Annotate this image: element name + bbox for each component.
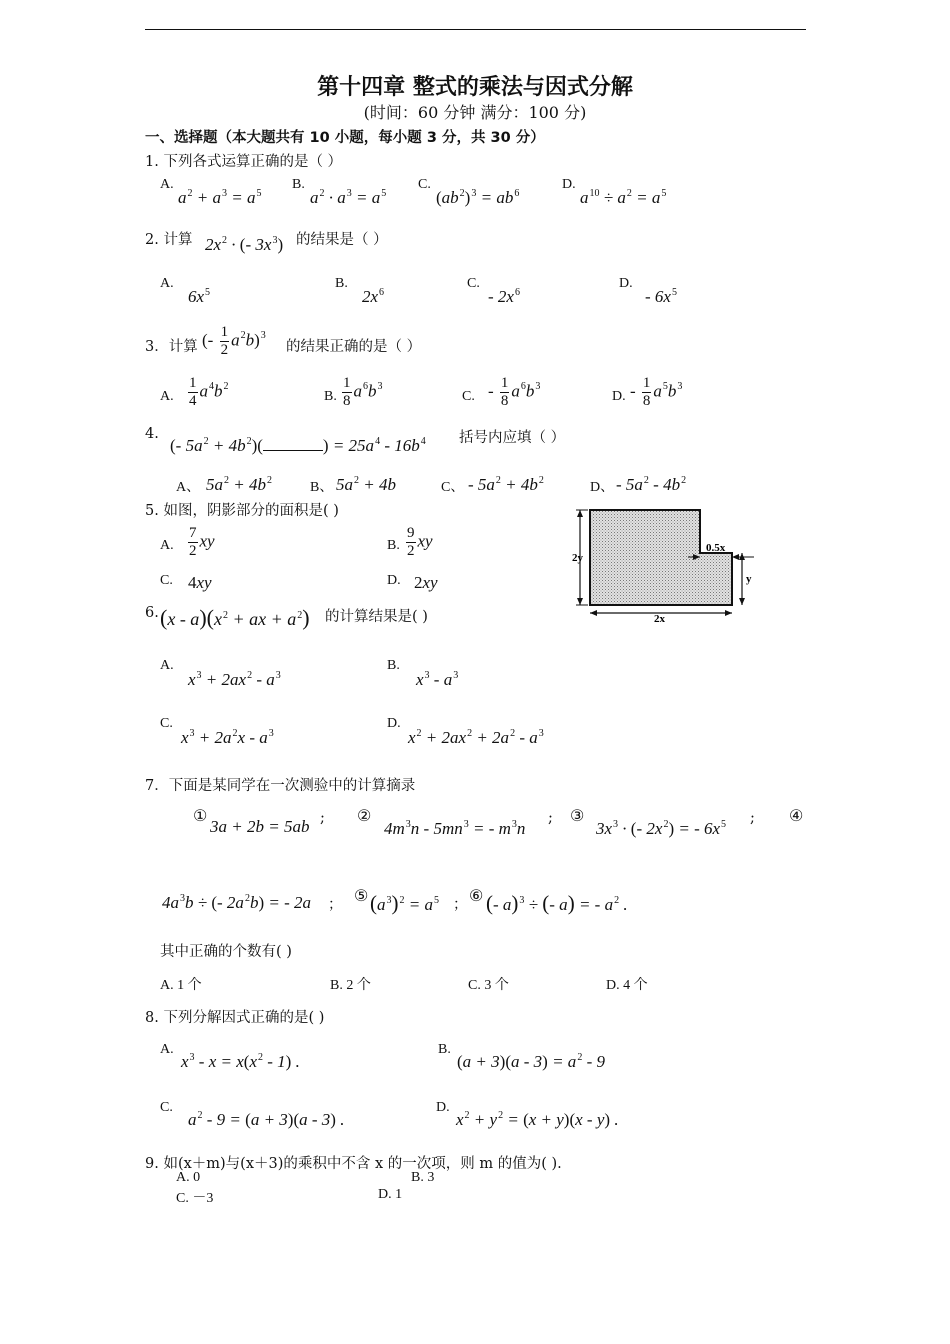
- q4-label-c: C、: [441, 480, 465, 495]
- q8-option-d: $x^2 + y^2 = (x + y)(x - y)$ .: [456, 1110, 619, 1129]
- q7-sep-3: ;: [750, 810, 755, 826]
- q7-circle-4: ④: [789, 806, 804, 825]
- q7-expr-6: (- a)$^3$ ÷ (- a) = - $a^2$ .: [486, 891, 628, 915]
- q2-expression: $2x^2$ · (- $3x^3$): [205, 235, 284, 254]
- q5-option-b: $\frac{9}{2}$ xy: [407, 525, 433, 559]
- q7-circle-5: ⑤: [354, 886, 369, 905]
- q2-stem-prefix: 2. 计算: [145, 232, 193, 248]
- q7-circle-6: ⑥: [469, 886, 484, 905]
- header-rule: [145, 29, 806, 30]
- q1-label-d: D.: [562, 177, 576, 192]
- q5-figure: [572, 505, 772, 623]
- q6-number: 6.: [145, 605, 159, 621]
- q9-stem: 9. 如(x＋m)与(x＋3)的乘积中不含 x 的一次项，则 m 的值为( ).: [145, 1156, 562, 1172]
- q5-label-a: A.: [160, 538, 174, 553]
- q4-option-a: $5a^2 + 4b^2$: [206, 475, 272, 494]
- q6-label-c: C.: [160, 716, 173, 731]
- q7-option-a: A. 1 个: [160, 978, 202, 993]
- q7-expr-5: $(a^3)^2 = a^5$: [370, 891, 439, 915]
- q7-sep-4: ；: [328, 897, 343, 913]
- q1-option-d: $a^{10} \div a^2 = a^5$: [580, 188, 667, 207]
- q7-circle-2: ②: [357, 806, 372, 825]
- q4-expression: (- $5a^2 + 4b^2$)( ) = $25a^4 - 16b^4$: [170, 436, 426, 455]
- page-subtitle: (时间：60 分钟 满分：100 分): [363, 103, 587, 122]
- q1-option-c: $(ab^2)^3 = ab^6$: [436, 188, 520, 207]
- q5-stem: 5. 如图，阴影部分的面积是( ): [145, 503, 339, 519]
- q2-option-c: - $2x^6$: [488, 287, 520, 306]
- q3-expression: (- $\frac{1}{2}$ $a^2b)^3$: [202, 324, 266, 358]
- q5-label-b: B.: [387, 538, 400, 553]
- q7-option-b: B. 2 个: [330, 978, 371, 993]
- q1-label-b: B.: [292, 177, 305, 192]
- q5-option-d: 2xy: [414, 573, 438, 592]
- figure-label-left: 2y: [572, 552, 583, 564]
- q8-stem: 8. 下列分解因式正确的是( ): [145, 1010, 325, 1026]
- q3-stem-prefix: 3．计算: [145, 339, 198, 355]
- q6-label-a: A.: [160, 658, 174, 673]
- q3-label-a: A.: [160, 389, 174, 404]
- q2-option-b: $2x^6$: [362, 287, 385, 306]
- q4-option-c: - $5a^2 + 4b^2$: [468, 475, 544, 494]
- q7-expr-4: $4a^3b$ ÷ (- $2a^2b$) = - 2a: [162, 893, 311, 912]
- q8-option-c: $a^2 - 9 = (a + 3)(a - 3)$ .: [188, 1110, 345, 1129]
- q7-expr-1: 3a + 2b = 5ab: [210, 817, 310, 836]
- q1-option-b: $a^2 \cdot a^3 = a^5$: [310, 188, 387, 207]
- q1-label-c: C.: [418, 177, 431, 192]
- q9-option-d: D. 1: [378, 1187, 403, 1202]
- q6-option-b: $x^3 - a^3$: [416, 670, 459, 689]
- page-title: 第十四章 整式的乘法与因式分解: [317, 75, 633, 100]
- shaded-region: [590, 510, 732, 605]
- q8-label-c: C.: [160, 1100, 173, 1115]
- q4-label-b: B、: [310, 480, 334, 495]
- q3-option-a: $\frac{1}{4}$ $a^4b^2$: [189, 375, 229, 409]
- q8-option-a: $x^3 - x = x(x^2 - 1)$ .: [181, 1052, 300, 1071]
- q3-option-d: - $\frac{1}{8}$ $a^5b^3$: [630, 375, 683, 409]
- q8-label-a: A.: [160, 1042, 174, 1057]
- figure-label-right: y: [746, 573, 752, 585]
- q7-stem: 7．下面是某同学在一次测验中的计算摘录: [145, 778, 416, 794]
- q7-expr-3: $3x^3$ · (- $2x^2$) = - $6x^5$: [596, 819, 727, 838]
- q7-sep-5: ；: [453, 897, 468, 913]
- q7-circle-1: ①: [193, 806, 208, 825]
- figure-label-notch: 0.5x: [706, 542, 726, 554]
- q9-option-b: B. 3: [411, 1170, 435, 1185]
- q6-option-c: $x^3 + 2a^2x - a^3$: [181, 728, 274, 747]
- q6-option-a: $x^3 + 2ax^2 - a^3$: [188, 670, 281, 689]
- section-heading: 一、选择题（本大题共有 10 小题，每小题 3 分，共 30 分）: [145, 130, 545, 146]
- q2-label-a: A.: [160, 276, 174, 291]
- q4-label-a: A、: [176, 480, 201, 495]
- q6-expression: $(x - a)(x^2$ + ax + $a^2$): [160, 605, 310, 630]
- q2-label-b: B.: [335, 276, 348, 291]
- q9-option-c: C. －3: [176, 1191, 214, 1206]
- q7-sep-2: ;: [548, 810, 553, 826]
- q8-label-d: D.: [436, 1100, 450, 1115]
- q9-option-a: A. 0: [176, 1170, 201, 1185]
- q7-option-c: C. 3 个: [468, 978, 509, 993]
- q6-label-b: B.: [387, 658, 400, 673]
- q7-circle-3: ③: [570, 806, 585, 825]
- q4-number: 4.: [145, 426, 159, 442]
- q5-label-c: C.: [160, 573, 173, 588]
- q7-sep-1: ;: [320, 810, 325, 826]
- q1-label-a: A.: [160, 177, 174, 192]
- q2-label-d: D.: [619, 276, 633, 291]
- q5-option-a: $\frac{7}{2}$ xy: [189, 525, 215, 559]
- q2-label-c: C.: [467, 276, 480, 291]
- q4-option-d: - $5a^2 - 4b^2$: [616, 475, 687, 494]
- q6-stem-suffix: 的计算结果是( ): [325, 609, 428, 625]
- q3-label-c: C.: [462, 389, 475, 404]
- q3-label-d: D.: [612, 389, 626, 404]
- q1-stem: 1. 下列各式运算正确的是（ ）: [145, 154, 343, 170]
- q8-option-b: $(a + 3)(a - 3) = a^2 - 9$: [457, 1052, 605, 1071]
- q4-option-b: $5a^2 + 4b$: [336, 475, 396, 494]
- q3-option-c: - $\frac{1}{8}$ $a^6b^3$: [488, 375, 541, 409]
- q2-option-a: $6x^5$: [188, 287, 211, 306]
- q3-label-b: B.: [324, 389, 337, 404]
- q4-stem-suffix: 括号内应填（ ）: [459, 430, 566, 446]
- q4-label-d: D、: [590, 480, 615, 495]
- q6-label-d: D.: [387, 716, 401, 731]
- q1-option-a: $a^2 + a^3 = a^5$: [178, 188, 262, 207]
- q7-expr-2: $4m^3n - 5mn^3$ = - $m^3n$: [384, 819, 526, 838]
- q8-label-b: B.: [438, 1042, 451, 1057]
- q6-option-d: $x^2 + 2ax^2 + 2a^2 - a^3$: [408, 728, 544, 747]
- q2-option-d: - $6x^5$: [645, 287, 677, 306]
- q5-option-c: 4xy: [188, 573, 212, 592]
- q2-stem-suffix: 的结果是（ ）: [296, 232, 388, 248]
- q5-label-d: D.: [387, 573, 401, 588]
- q3-stem-suffix: 的结果正确的是（ ）: [286, 339, 422, 355]
- q3-option-b: $\frac{1}{8}$ $a^6b^3$: [343, 375, 383, 409]
- figure-label-bottom: 2x: [654, 613, 665, 623]
- q7-option-d: D. 4 个: [606, 978, 648, 993]
- q7-question: 其中正确的个数有( ): [160, 944, 292, 960]
